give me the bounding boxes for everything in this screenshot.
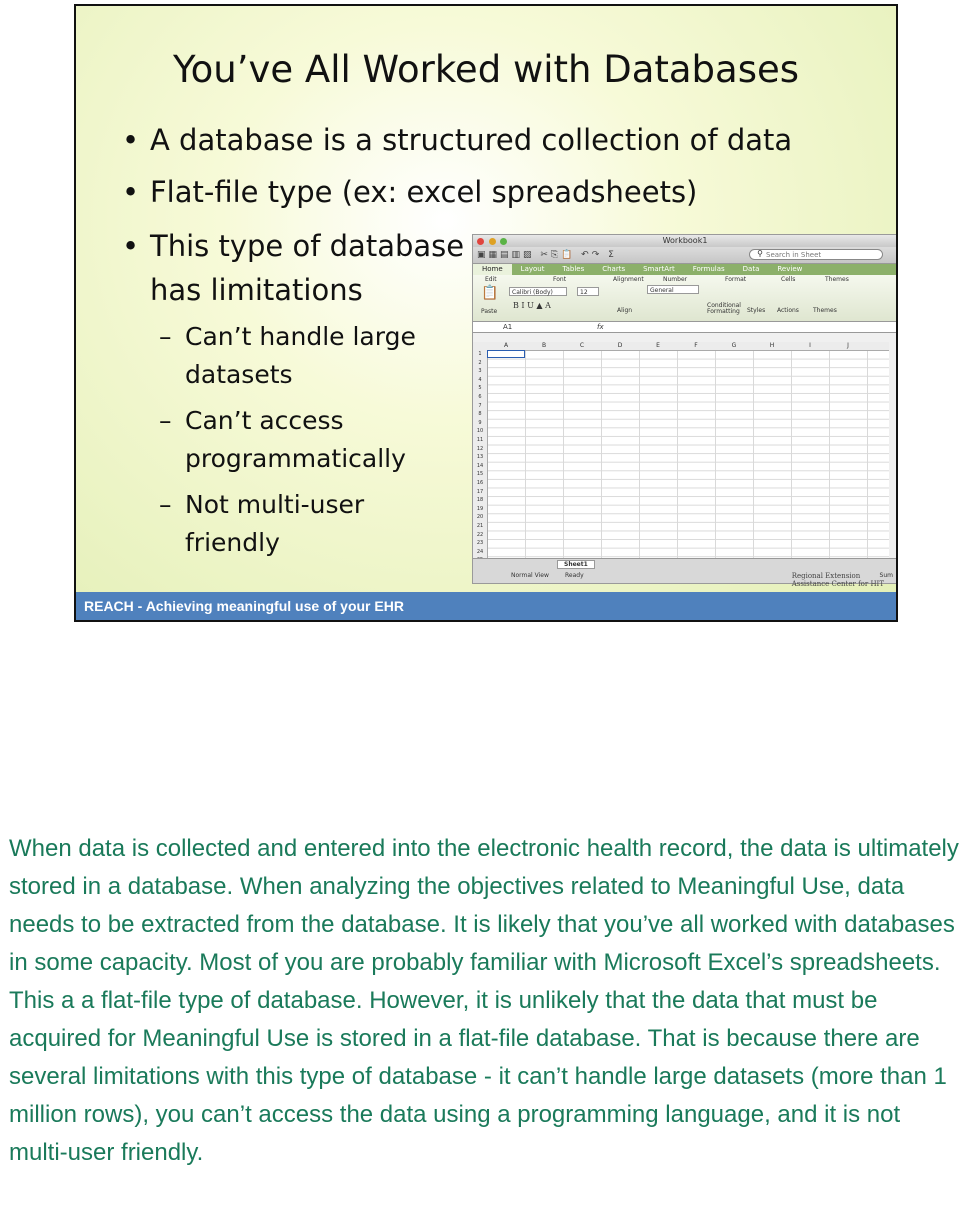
row-header: 2 (478, 359, 482, 366)
row-header: 1 (478, 351, 482, 357)
sub-bullet-continuation: programmatically (185, 444, 406, 473)
group-label-number: Number (663, 276, 688, 283)
search-input: Search in Sheet (749, 249, 883, 260)
row-header: 7 (478, 402, 482, 409)
row-headers (473, 350, 488, 559)
tab-smartart: SmartArt (643, 265, 675, 273)
logo-line: Regional Extension (791, 572, 861, 580)
minimize-icon (489, 238, 496, 245)
tab-data: Data (742, 265, 760, 273)
row-header: 13 (476, 454, 484, 461)
themes-label: Themes (813, 307, 837, 314)
row-header: 23 (476, 540, 484, 547)
sub-bullet-continuation: datasets (185, 360, 293, 389)
row-header: 14 (476, 462, 484, 469)
row-header: 8 (478, 411, 482, 418)
tab-tables: Tables (562, 265, 585, 273)
row-header: 17 (476, 488, 484, 495)
sub-bullet-item: – Can’t handle large (185, 318, 416, 356)
bullet-item: • A database is a structured collection of data (150, 118, 792, 162)
styles-label: Styles (747, 307, 766, 314)
conditional-formatting-label: Conditional Formatting (707, 302, 741, 315)
bullet-item: • This type of database (150, 224, 464, 268)
font-name-select: Calibri (Body) (509, 287, 567, 296)
excel-title-bar (473, 235, 897, 247)
column-header: D (617, 342, 623, 349)
tab-home: Home (473, 264, 512, 275)
fx-label: fx (597, 323, 604, 331)
group-label-edit: Edit (485, 276, 497, 283)
column-header: J (847, 342, 849, 349)
excel-window-title: Workbook1 (662, 236, 708, 245)
row-header: 18 (476, 497, 484, 504)
row-header: 4 (478, 376, 482, 383)
row-header: 6 (478, 394, 482, 400)
group-label-cells: Cells (781, 276, 796, 283)
group-label-format: Format (725, 276, 747, 283)
group-label-alignment: Alignment (613, 276, 644, 283)
bullet-continuation: has limitations (150, 273, 363, 307)
row-header: 9 (478, 419, 482, 426)
sub-bullet-item: – Can’t access (185, 402, 344, 440)
ribbon (473, 275, 897, 322)
column-header: A (503, 342, 509, 349)
reach-logo-text (792, 572, 884, 588)
row-header: 3 (478, 368, 482, 375)
row-header: 15 (476, 471, 484, 478)
column-header: E (656, 342, 660, 349)
tab-layout: Layout (520, 265, 545, 273)
view-label: Normal View (511, 572, 549, 579)
toolbar-icons: ▣▦▤▥▨ ✂⎘📋 ↶↷ Σ (477, 250, 617, 260)
formula-bar (473, 322, 897, 333)
align-label: Align (617, 307, 633, 314)
column-header: C (579, 342, 585, 349)
sub-bullet-item: – Not multi-user (185, 486, 364, 524)
row-header: 11 (476, 437, 484, 443)
sum-label: Sum (879, 572, 893, 579)
tab-formulas: Formulas (692, 265, 725, 273)
row-header: 10 (476, 428, 484, 435)
column-header: G (731, 342, 737, 349)
slide-footer: REACH - Achieving meaningful use of your EHR (76, 592, 896, 620)
description-paragraph: When data is collected and entered into the electronic health record, the data is ultimately stored in a database. When analyzing the objectives related to Meaningful Use, data needs to be extracted from the database. It is likely that you’ve all worked with databases in some capacity. Most of you are probably familiar with Microsoft Excel’s spreadsheets. This a a flat-file type of database. However, it is unlikely that the data that must be acquired for Meaningful Use is stored in a flat-file database. That is because there are several limitations with this type of database - it can’t handle large datasets (more than 1 million rows), you can’t access the data using a programming language, and it is not multi-user friendly. (9, 835, 959, 1166)
format-buttons: B I U ▲ A (513, 301, 551, 310)
row-header: 20 (476, 514, 484, 521)
search-icon: ⚲ (757, 249, 763, 258)
group-label-themes: Themes (825, 276, 849, 283)
cell-reference: A1 (503, 323, 513, 331)
column-header: H (769, 342, 775, 349)
tab-review: Review (777, 265, 803, 273)
row-header: 5 (478, 385, 482, 392)
column-header: B (541, 342, 547, 349)
paste-icon: 📋 (481, 285, 499, 301)
actions-label: Actions (777, 307, 799, 314)
sheet-tab: Sheet1 (557, 560, 595, 569)
excel-window-screenshot (472, 234, 898, 584)
column-header: I (809, 342, 811, 349)
sub-bullet-continuation: friendly (185, 528, 280, 557)
slide-title: You’ve All Worked with Databases (172, 48, 800, 91)
selected-cell (487, 350, 525, 358)
row-header: 24 (476, 548, 484, 555)
close-icon (477, 238, 484, 245)
font-size-select: 12 (577, 287, 599, 296)
bullet-item: • Flat-file type (ex: excel spreadsheets) (150, 170, 697, 214)
row-header: 16 (476, 480, 484, 486)
slide (74, 4, 898, 622)
excel-toolbar (473, 247, 897, 264)
column-header: F (694, 342, 698, 349)
row-header: 22 (476, 531, 484, 538)
spreadsheet-grid (473, 342, 889, 559)
logo-line: Assistance Center for HIT (791, 580, 884, 588)
group-label-font: Font (553, 276, 567, 283)
paste-label: Paste (481, 308, 498, 315)
status-text: Ready (565, 572, 584, 579)
number-format-select: General (647, 285, 699, 294)
maximize-icon (500, 238, 507, 245)
tab-charts: Charts (602, 265, 626, 273)
row-header: 21 (476, 523, 484, 529)
ribbon-tabs (473, 264, 897, 275)
row-header: 19 (476, 505, 484, 512)
row-header: 12 (476, 445, 484, 452)
column-headers (473, 342, 889, 351)
